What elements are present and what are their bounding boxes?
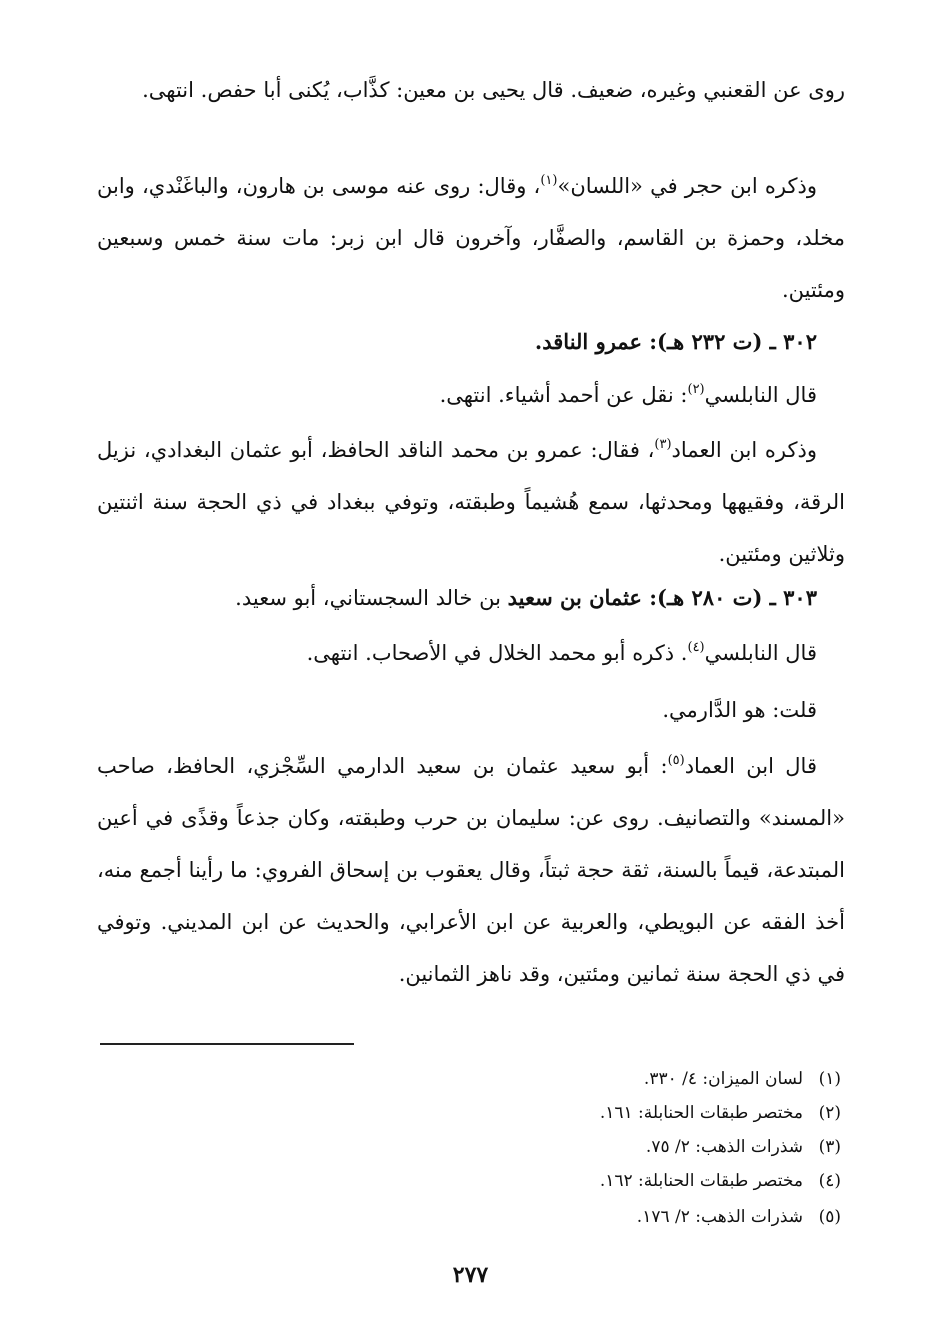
entry-heading-rest: بن خالد السجستاني، أبو سعيد. bbox=[235, 586, 508, 610]
paragraph-text: وذكره ابن حجر في «اللسان» bbox=[557, 174, 817, 198]
paragraph-text: : نقل عن أحمد أشياء. انتهى. bbox=[439, 383, 688, 407]
paragraph-nabulsi-303 bbox=[97, 633, 845, 673]
entry-heading-name: عثمان بن سعيد bbox=[507, 585, 642, 610]
paragraph-text: وذكره ابن العماد bbox=[671, 438, 817, 462]
footnote-number: (٣) bbox=[818, 1137, 841, 1157]
paragraph-text: قال النابلسي bbox=[704, 383, 817, 407]
paragraph-text: : أبو سعيد عثمان بن سعيد الدارمي السِّجْزي، الحافظ، صاحب «المسند» والتصانيف. روى عن: سليمان بن حرب وطبقته، وكان جذعاً وقذًى في أعين المبتدعة، قيماً بالسنة، ثقة حجة ثبتاً، وقال يعقوب بن إسحاق الفروي: ما رأينا أجمع منه، أخذ الفقه عن البويطي، والعربية عن ابن الأعرابي، والحديث عن ابن المديني. وتوفي في ذي الحجة سنة ثمانين ومئتين، وقد ناهز الثمانين. bbox=[97, 754, 845, 986]
paragraph-text: ، فقال: عمرو بن محمد الناقد الحافظ، أبو عثمان البغدادي، نزيل الرقة، وفقيهها ومحدثها، سمع هُشيماً وطبقته، وتوفي ببغداد في ذي الحجة سنة اثنتين وثلاثين ومئتين. bbox=[97, 438, 845, 566]
entry-302-heading bbox=[97, 322, 845, 362]
paragraph-text: روى عن القعنبي وغيره، ضعيف. قال يحيى بن معين: كذَّاب، يُكنى أبا حفص. انتهى. bbox=[142, 78, 845, 102]
paragraph-continuation bbox=[97, 64, 845, 116]
footnote-text: مختصر طبقات الحنابلة: ١٦١. bbox=[599, 1103, 803, 1123]
footnote-ref-4: (٤) bbox=[687, 640, 705, 655]
footnote-2 bbox=[141, 1098, 841, 1128]
footnote-ref-2: (٢) bbox=[687, 382, 705, 397]
paragraph-text: ، وقال: روى عنه موسى بن هارون، والباغَنْدي، وابن مخلد، وحمزة بن القاسم، والصفَّار، وآخرون قال ابن زبر: مات سنة خمس وسبعين ومئتين. bbox=[97, 174, 845, 302]
footnote-number: (٥) bbox=[818, 1207, 841, 1227]
entry-heading-number: ٣٠٣ ـ (ت ٢٨٠ هـ): bbox=[641, 585, 817, 610]
paragraph-note bbox=[97, 690, 845, 730]
footnote-3 bbox=[141, 1132, 841, 1162]
paragraph-nabulsi-302 bbox=[97, 375, 845, 415]
footnote-1 bbox=[141, 1064, 841, 1094]
footnote-number: (٢) bbox=[818, 1103, 841, 1123]
entry-303-heading bbox=[97, 578, 845, 618]
entry-heading-text: ٣٠٢ ـ (ت ٢٣٢ هـ): عمرو الناقد. bbox=[534, 329, 817, 354]
page-number: ٢٧٧ bbox=[452, 1262, 489, 1288]
paragraph-text: قال النابلسي bbox=[704, 641, 817, 665]
footnote-4 bbox=[141, 1166, 841, 1196]
footnote-number: (١) bbox=[818, 1069, 841, 1089]
paragraph-text: قال ابن العماد bbox=[684, 754, 817, 778]
footnote-text: لسان الميزان: ٤/ ٣٣٠. bbox=[643, 1069, 803, 1089]
paragraph-ibn-hajar bbox=[97, 160, 845, 316]
footnote-text: شذرات الذهب: ٢/ ١٧٦. bbox=[636, 1207, 803, 1227]
footnote-ref-3: (٣) bbox=[654, 437, 672, 452]
footnote-divider bbox=[100, 1043, 354, 1045]
footnote-text: شذرات الذهب: ٢/ ٧٥. bbox=[645, 1137, 803, 1157]
footnote-text: مختصر طبقات الحنابلة: ١٦٢. bbox=[599, 1171, 803, 1191]
footnote-5 bbox=[141, 1202, 841, 1232]
footnote-number: (٤) bbox=[818, 1171, 841, 1191]
paragraph-text: قلت: هو الدَّارمي. bbox=[662, 698, 817, 722]
footnote-ref-1: (١) bbox=[540, 173, 558, 188]
paragraph-text: . ذكره أبو محمد الخلال في الأصحاب. انتهى. bbox=[306, 641, 688, 665]
paragraph-ibn-imad-303 bbox=[97, 740, 845, 1000]
footnote-ref-5: (٥) bbox=[667, 753, 685, 768]
paragraph-ibn-imad-302 bbox=[97, 424, 845, 580]
